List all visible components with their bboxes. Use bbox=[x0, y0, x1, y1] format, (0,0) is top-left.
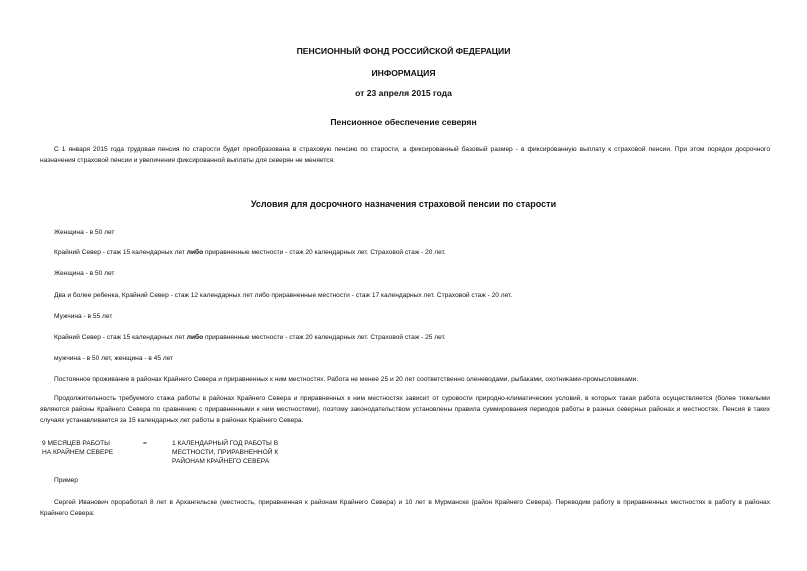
condition-north-15-20: Крайний Север - стаж 15 календарных лет либо приравненные местности - стаж 20 календарных лет. Страховой стаж - 20 лет. bbox=[54, 249, 446, 256]
section-title: Условия для досрочного назначения страховой пенсии по старости bbox=[250, 199, 557, 209]
condition-two-children: Два и более ребенка, Крайний Север - стаж 12 календарных лет либо приравненные местности - стаж 17 календарных лет. Страховой стаж - 20 лет. bbox=[54, 292, 513, 299]
equivalence-right-line-1: 1 КАЛЕНДАРНЫЙ ГОД РАБОТЫ В bbox=[172, 440, 279, 447]
duration-paragraph: Продолжительность требуемого стажа работы в районах Крайнего Севера и приравненных к ним местностях зависит от суровости природно-климатических условий, в которых такая работа осуществляется (более тяжелыми являются районы Крайнего Севера по сравнению с приравненными к ним местностями), поэтому законодательством установлены правила суммирования периодов работы в разных северных районах и местностях. Пенсия в таких случаях устанавливается за 15 календарных лет работы в районах Крайнего Севера. bbox=[40, 395, 770, 424]
condition-men-55: Мужчина - в 55 лет bbox=[54, 313, 113, 320]
equivalence-sign: = bbox=[143, 440, 147, 447]
equivalence-right bbox=[172, 440, 278, 466]
equivalence-right-line-2: МЕСТНОСТИ, ПРИРАВНЕННОЙ К bbox=[172, 448, 279, 456]
org-heading: ПЕНСИОННЫЙ ФОНД РОССИЙСКОЙ ФЕДЕРАЦИИ bbox=[296, 46, 511, 56]
condition-residence: Постоянное проживание в районах Крайнего Севера и приравненных к ним местностях. Работа не менее 25 и 20 лет соответственно оленеводами, рыбаками, охотниками-промысловиками. bbox=[54, 376, 639, 383]
example-paragraph: Сергей Иванович проработал 8 лет в Архангельске (местность, приравненная к районам Крайнего Севера) и 10 лет в Мурманске (район Крайнего Севера). Переводим работу в приравненных местностях в работу в районах Крайнего Севера: bbox=[40, 499, 770, 517]
example-label: Пример bbox=[54, 477, 78, 484]
document-title: Пенсионное обеспечение северян bbox=[330, 117, 477, 127]
equivalence-left bbox=[42, 440, 113, 458]
equivalence-left-line-1: 9 МЕСЯЦЕВ РАБОТЫ bbox=[42, 440, 111, 447]
equivalence-right-line-3: РАЙОНАМ КРАЙНЕГО СЕВЕРА bbox=[172, 457, 270, 465]
condition-men-50-women-45: мужчина - в 50 лет, женщина - в 45 лет bbox=[54, 355, 174, 362]
date-heading: от 23 апреля 2015 года bbox=[355, 88, 452, 98]
equivalence-left-line-2: НА КРАЙНЕМ СЕВЕРЕ bbox=[42, 448, 114, 456]
condition-women-50-second: Женщина - в 50 лет bbox=[54, 270, 115, 277]
condition-north-15-25: Крайний Север - стаж 15 календарных лет либо приравненные местности - стаж 20 календарных лет. Страховой стаж - 25 лет. bbox=[54, 334, 446, 341]
doc-type-heading: ИНФОРМАЦИЯ bbox=[371, 68, 436, 78]
condition-women-50: Женщина - в 50 лет bbox=[54, 229, 115, 236]
intro-paragraph: С 1 января 2015 года трудовая пенсия по старости будет преобразована в страховую пенсию по старости, а фиксированный базовый размер - в фиксированную выплату к страховой пенсии. При этом порядок досрочного назначения страховой пенсии и увеличения фиксированной выплаты для северян не меняется. bbox=[40, 146, 770, 164]
